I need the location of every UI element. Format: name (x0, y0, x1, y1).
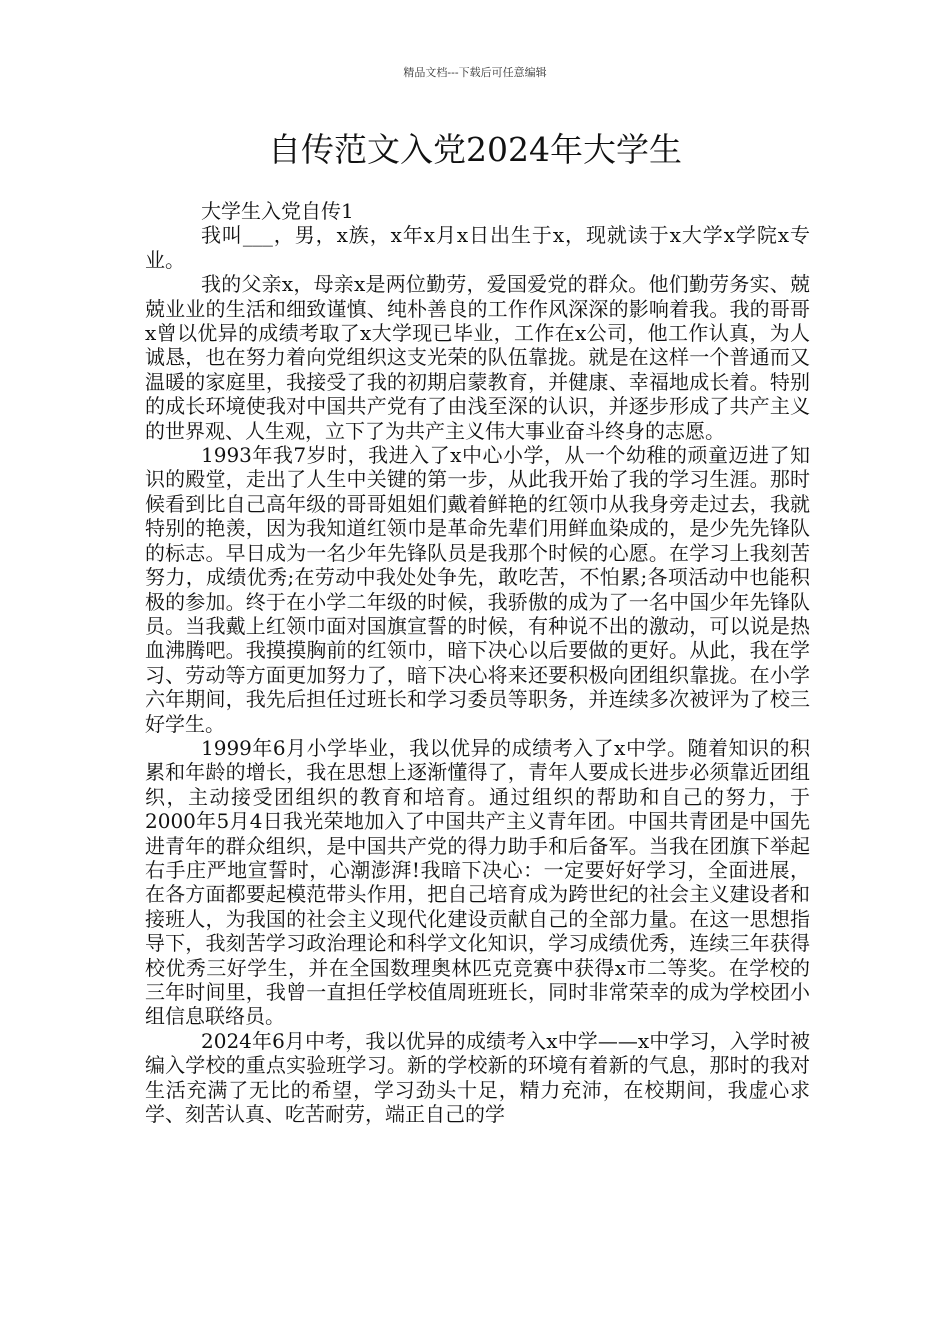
paragraph: 我的父亲x，母亲x是两位勤劳，爱国爱党的群众。他们勤劳务实、兢兢业业的生活和细致谨慎、纯朴善良的工作作风深深的影响着我。我的哥哥x曾以优异的成绩考取了x大学现已毕业，工作在x公司，他工作认真，为人诚恳，也在努力着向党组织这支光荣的队伍靠拢。就是在这样一个普通而又温暖的家庭里，我接受了我的初期启蒙教育，并健康、幸福地成长着。特别的成长环境使我对中国共产党有了由浅至深的认识，并逐步形成了共产主义的世界观、人生观，立下了为共产主义伟大事业奋斗终身的志愿。 (145, 272, 810, 443)
document-title: 自传范文入党2024年大学生 (268, 130, 682, 169)
paragraph: 我叫___，男，x族，x年x月x日出生于x，现就读于x大学x学院x专业。 (145, 223, 810, 272)
paragraph: 1999年6月小学毕业，我以优异的成绩考入了x中学。随着知识的积累和年龄的增长，我在思想上逐渐懂得了，青年人要成长进步必须靠近团组织，主动接受团组织的教育和培育。通过组织的帮助和自己的努力，于2000年5月4日我光荣地加入了中国共产主义青年团。中国共青团是中国先进青年的群众组织，是中国共产党的得力助手和后备军。当我在团旗下举起右手庄严地宣誓时，心潮澎湃!我暗下决心：一定要好好学习，全面进展，在各方面都要起模范带头作用，把自己培育成为跨世纪的社会主义建设者和接班人，为我国的社会主义现代化建设贡献自己的全部力量。在这一思想指导下，我刻苦学习政治理论和科学文化知识，学习成绩优秀，连续三年获得校优秀三好学生，并在全国数理奥林匹克竞赛中获得x市二等奖。在学校的三年时间里，我曾一直担任学校值周班班长，同时非常荣幸的成为学校团小组信息联络员。 (145, 735, 810, 1029)
paragraph: 1993年我7岁时，我进入了x中心小学，从一个幼稚的顽童迈进了知识的殿堂，走出了人生中关键的第一步，从此我开始了我的学习生涯。那时候看到比自己高年级的哥哥姐姐们戴着鲜艳的红领巾从我身旁走过去，我就特别的艳羡，因为我知道红领巾是革命先辈们用鲜血染成的，是少先先锋队的标志。早日成为一名少年先锋队员是我那个时候的心愿。在学习上我刻苦努力，成绩优秀;在劳动中我处处争先，敢吃苦，不怕累;各项活动中也能积极的参加。终于在小学二年级的时候，我骄傲的成为了一名中国少年先锋队员。当我戴上红领巾面对国旗宣誓的时候，有种说不出的激动，可以说是热血沸腾吧。我摸摸胸前的红领巾，暗下决心以后要做的更好。从此，我在学习、劳动等方面更加努力了，暗下决心将来还要积极向团组织靠拢。在小学六年期间，我先后担任过班长和学习委员等职务，并连续多次被评为了校三好学生。 (145, 443, 810, 736)
header-note: 精品文档---下载后可任意编辑 (403, 66, 547, 79)
document-body (145, 199, 810, 1126)
section-subheading: 大学生入党自传1 (201, 199, 354, 223)
paragraph: 2024年6月中考，我以优异的成绩考入x中学——x中学习，入学时被编入学校的重点实验班学习。新的学校新的环境有着新的气息，那时的我对生活充满了无比的希望，学习劲头十足，精力充沛，在校期间，我虚心求学、刻苦认真、吃苦耐劳，端正自己的学 (145, 1028, 810, 1127)
